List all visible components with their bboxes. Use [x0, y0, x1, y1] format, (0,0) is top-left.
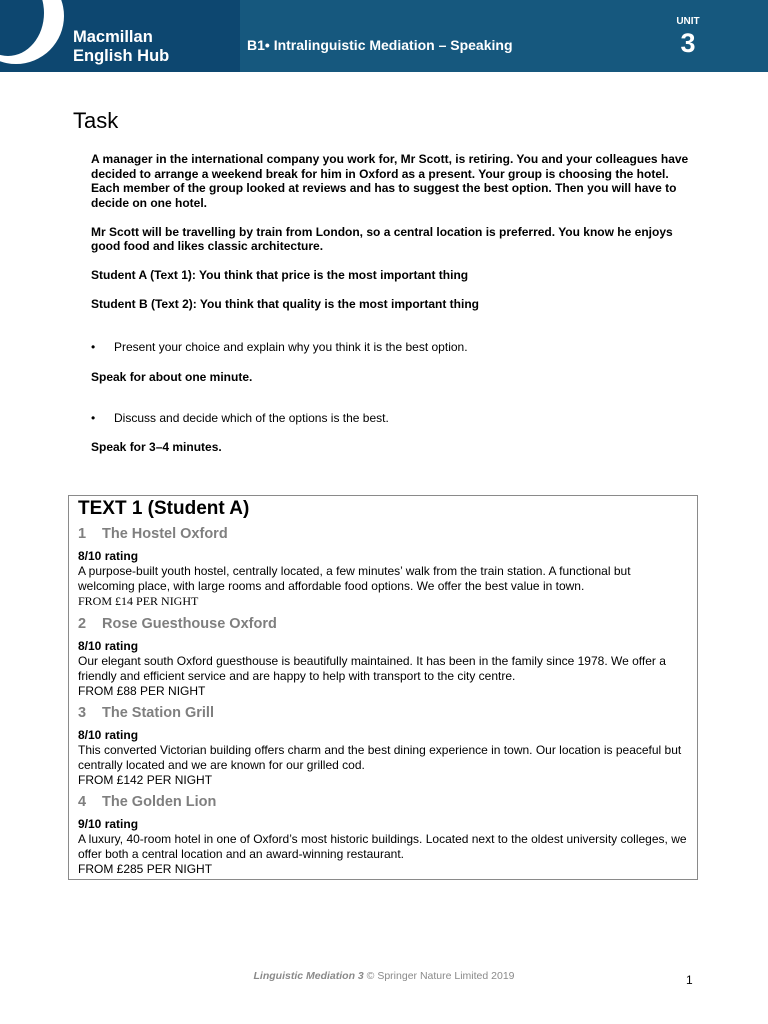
unit-label: UNIT [676, 16, 700, 27]
student-a-role: Student A (Text 1): You think that price is the most important thing [91, 268, 469, 282]
context-paragraph: Mr Scott will be travelling by train from London, so a central location is preferred. You know he enjoys good food and likes classic architecture. [91, 224, 673, 253]
hotel-description: A luxury, 40-room hotel in one of Oxford’s most historic buildings. Located next to the oldest university colleges, we offer both a central location and an award-winning restaurant. [78, 832, 687, 861]
hotel-name [78, 705, 690, 727]
footer-title: Linguistic Mediation 3 [253, 970, 364, 982]
hotel-description: Our elegant south Oxford guesthouse is beautifully maintained. It has been in the family since 1978. We offer a friendly and efficient service and are happy to help with transport to the city centre. [78, 654, 666, 683]
hotel-rating: 8/10 rating [78, 639, 139, 653]
hotel-title: Rose Guesthouse Oxford [102, 616, 277, 632]
hotel-listing [78, 526, 690, 608]
intro-paragraph: A manager in the international company you work for, Mr Scott, is retiring. You and your colleagues have decided to arrange a weekend break for him in Oxford as a present. Your group is choosing the hotel. Each member of the group looked at reviews and has to suggest the best option. Then you will have to decide on one hotel. [91, 152, 689, 210]
hotel-price: FROM £14 PER NIGHT [78, 594, 199, 608]
page-header [0, 0, 768, 72]
hotel-number: 3 [78, 705, 87, 721]
hotel-number: 2 [78, 616, 87, 632]
hotel-number: 4 [78, 794, 87, 810]
hotel-price: FROM £88 PER NIGHT [78, 684, 206, 698]
brand-line-2: English Hub [73, 47, 170, 65]
hotel-name [78, 616, 690, 638]
hotel-rating: 8/10 rating [78, 728, 139, 742]
hotel-listing [78, 794, 690, 876]
hotel-price: FROM £142 PER NIGHT [78, 773, 213, 787]
bullet-text-1: Present your choice and explain why you think it is the best option. [114, 340, 468, 354]
speak-instruction-2: Speak for 3–4 minutes. [91, 440, 222, 454]
hotel-rating: 8/10 rating [78, 549, 139, 563]
hotel-rating: 9/10 rating [78, 817, 139, 831]
bullet-icon: • [91, 411, 96, 425]
hotel-description: A purpose-built youth hostel, centrally located, a few minutes’ walk from the train station. A functional but welcoming place, with large rooms and affordable food options. We offer the best value in town. [78, 564, 631, 593]
task-heading: Task [73, 108, 119, 133]
brand-line-1: Macmillan [73, 28, 153, 46]
brand-name [73, 28, 233, 66]
hotel-name [78, 794, 690, 816]
hotel-listing [78, 705, 690, 787]
hotel-name [78, 526, 690, 548]
hotel-description: This converted Victorian building offers charm and the best dining experience in town. Our location is peaceful but centrally located and we are known for our grilled cod. [78, 743, 682, 772]
page-number: 1 [686, 973, 693, 987]
bullet-icon: • [91, 340, 96, 354]
text-1-title: TEXT 1 (Student A) [78, 498, 250, 519]
hotel-listing [78, 616, 690, 698]
bullet-text-2: Discuss and decide which of the options is the best. [114, 411, 389, 425]
hotel-price: FROM £285 PER NIGHT [78, 862, 213, 876]
text-1-box [68, 495, 698, 880]
unit-number: 3 [680, 28, 696, 58]
task-instructions [91, 152, 691, 326]
header-title: B1• Intralinguistic Mediation – Speaking [247, 37, 513, 53]
hotel-title: The Golden Lion [102, 794, 217, 810]
hotel-number: 1 [78, 526, 87, 542]
footer-copyright: © Springer Nature Limited 2019 [363, 970, 515, 982]
student-b-role: Student B (Text 2): You think that quality is the most important thing [91, 297, 479, 311]
hotel-title: The Hostel Oxford [102, 526, 228, 542]
page-footer [0, 970, 768, 982]
speak-instruction-1: Speak for about one minute. [91, 370, 253, 384]
hotel-title: The Station Grill [102, 705, 214, 721]
